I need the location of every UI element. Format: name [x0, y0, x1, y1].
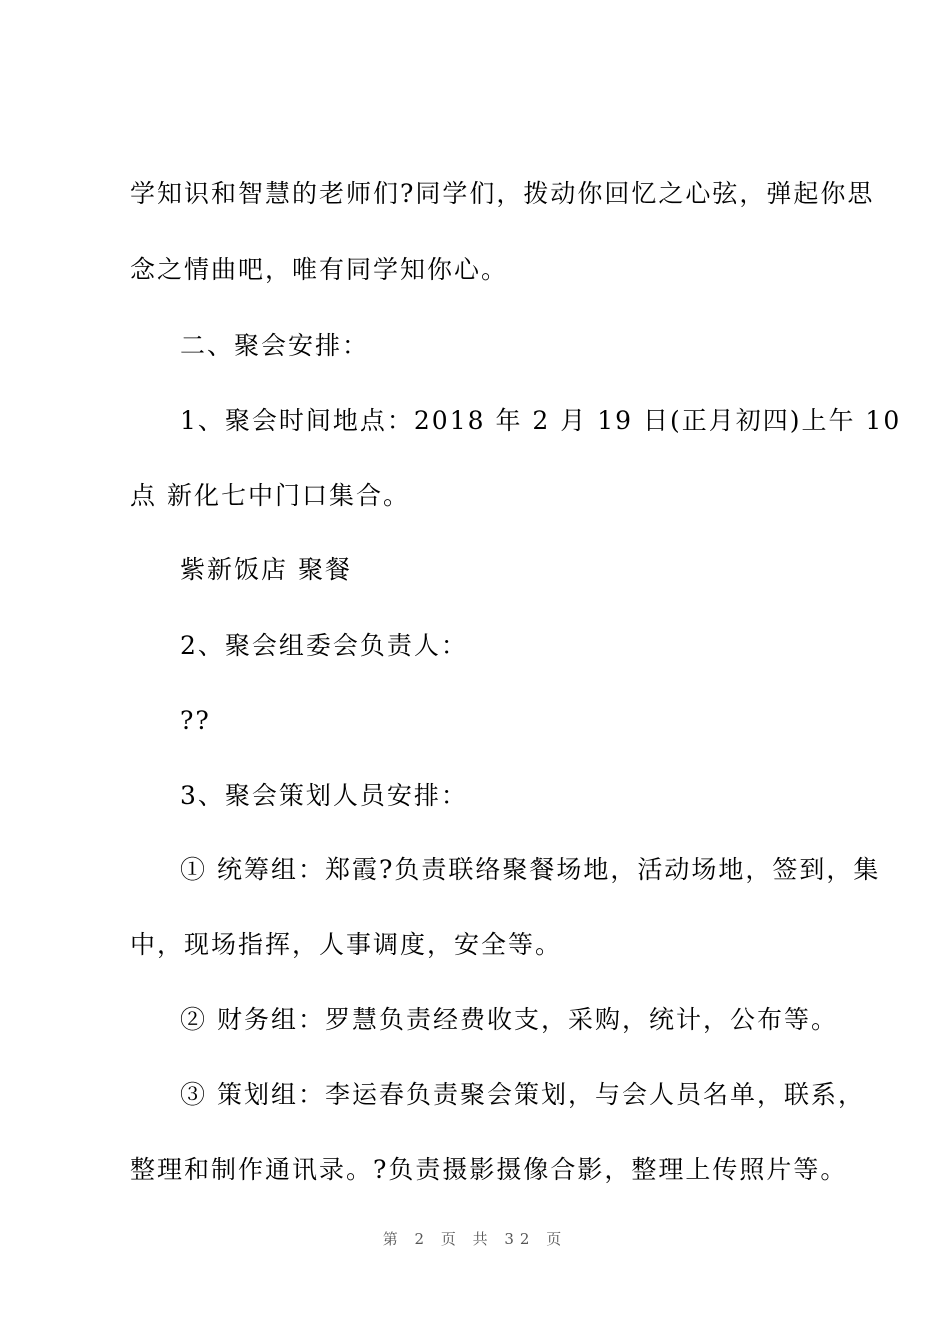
paragraph-line: 点 新化七中门口集合。: [130, 481, 410, 510]
paragraph-line: ③ 策划组：李运春负责聚会策划，与会人员名单，联系，: [180, 1080, 865, 1109]
paragraph-line: 念之情曲吧，唯有同学知你心。: [130, 255, 509, 284]
paragraph-line: ① 统筹组：郑霞?负责联络聚餐场地，活动场地，签到，集: [180, 855, 881, 884]
paragraph-line: 整理和制作通讯录。?负责摄影摄像合影，整理上传照片等。: [130, 1155, 848, 1184]
paragraph-line: ② 财务组：罗慧负责经费收支，采购，统计，公布等。: [180, 1005, 838, 1034]
paragraph-line: 紫新饭店 聚餐: [180, 555, 352, 584]
page-footer: 第 2 页 共 32 页: [382, 1230, 568, 1248]
paragraph-line: 3、聚会策划人员安排：: [180, 781, 468, 810]
section-heading: 二、聚会安排：: [180, 331, 370, 360]
paragraph-line: 2、聚会组委会负责人：: [180, 631, 468, 660]
paragraph-line: 中，现场指挥，人事调度，安全等。: [130, 930, 563, 959]
paragraph-line: 学知识和智慧的老师们?同学们，拨动你回忆之心弦，弹起你思: [130, 179, 875, 208]
paragraph-line: 1、聚会时间地点：2018 年 2 月 19 日(正月初四)上午 10: [180, 406, 902, 435]
paragraph-line: ??: [180, 706, 211, 735]
